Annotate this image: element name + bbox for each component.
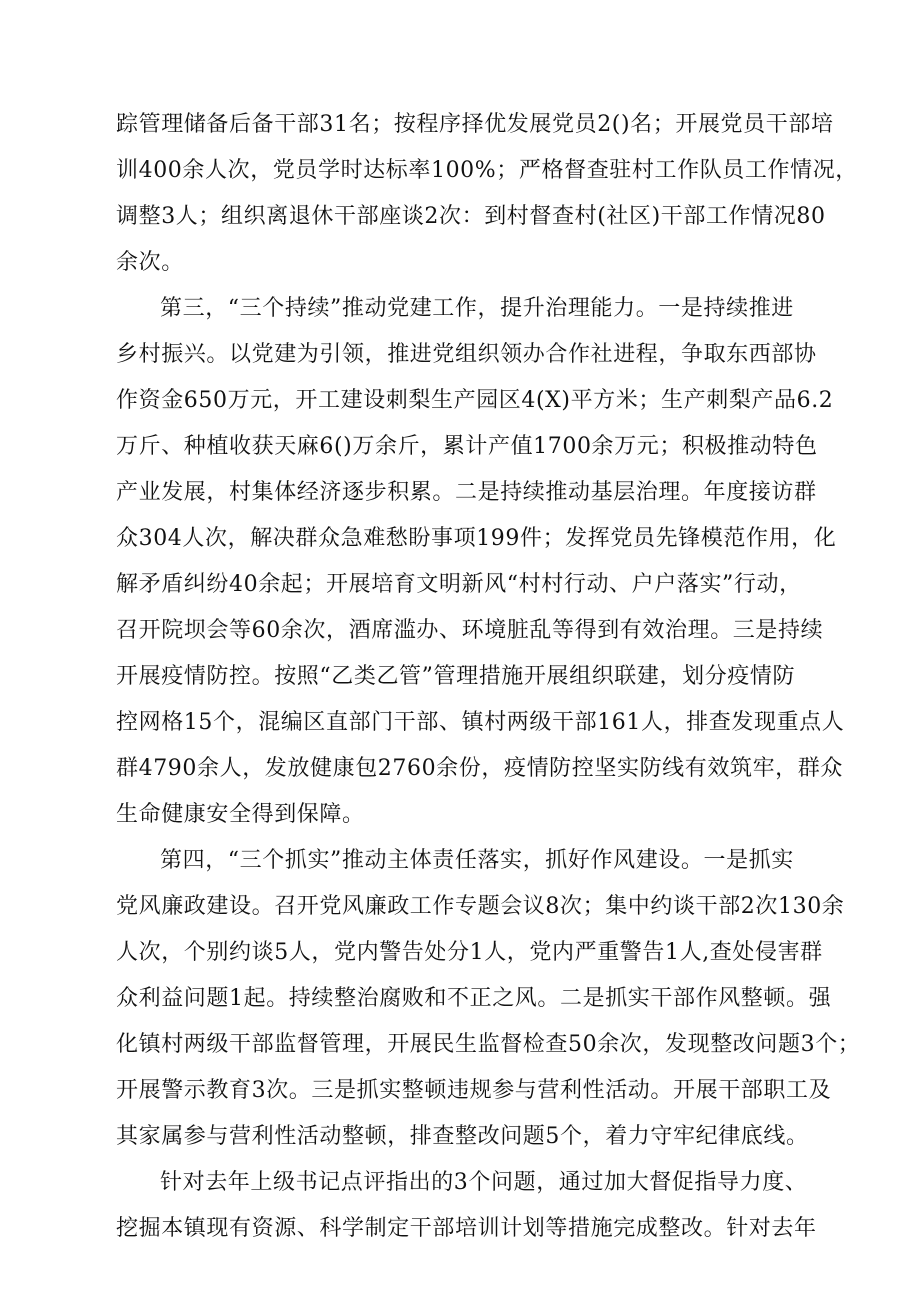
text-line: 余次。 [116,250,184,275]
text-line: 作资金650万元，开工建设刺梨生产园区4(X)平方米；生产刺梨产品6.2 [116,388,834,413]
text-line: 人次，个别约谈5人，党内警告处分1人，党内严重警告1人,查处侵害群 [116,940,823,965]
text-line: 化镇村两级干部监督管理，开展民生监督检查50余次，发现整改问题3个； [116,1032,861,1057]
text-line: 挖掘本镇现有资源、科学制定干部培训计划等措施完成整改。针对去年 [116,1216,817,1241]
text-line: 乡村振兴。以党建为引领，推进党组织领办合作社进程，争取东西部协 [116,342,817,367]
paragraph-start-line: 第三，“三个持续”推动党建工作，提升治理能力。一是持续推进 [160,296,794,321]
text-line: 其家属参与营利性活动整顿，排查整改问题5个，着力守牢纪律底线。 [116,1124,809,1149]
text-line: 万斤、种植收获天麻6()万余斤，累计产值1700余万元；积极推动特色 [116,434,818,459]
text-line: 众304人次，解决群众急难愁盼事项199件；发挥党员先锋模范作用，化 [116,526,837,551]
text-line: 生命健康安全得到保障。 [116,802,365,827]
paragraph-start-line: 第四，“三个抓实”推动主体责任落实，抓好作风建设。一是抓实 [160,848,794,873]
text-line: 开展警示教育3次。三是抓实整顿违规参与营利性活动。开展干部职工及 [116,1078,832,1103]
text-line: 踪管理储备后备干部31名；按程序择优发展党员2()名；开展党员干部培 [116,112,834,137]
text-line: 群4790余人，发放健康包2760余份，疫情防控坚实防线有效筑牢，群众 [116,756,843,781]
text-line: 开展疫情防控。按照“乙类乙管”管理措施开展组织联建，划分疫情防 [116,664,796,689]
text-line: 控网格15个，混编区直部门干部、镇村两级干部161人，排查发现重点人 [116,710,845,735]
text-line: 解矛盾纠纷40余起；开展培育文明新风“村村行动、户户落实”行动， [116,572,802,597]
text-line: 党风廉政建设。召开党风廉政工作专题会议8次；集中约谈干部2次130余 [116,894,845,919]
text-line: 产业发展，村集体经济逐步积累。二是持续推动基层治理。年度接访群 [116,480,817,505]
text-line: 召开院坝会等60余次，酒席滥办、环境脏乱等得到有效治理。三是持续 [116,618,824,643]
text-line: 调整3人；组织离退休干部座谈2次：到村督查村(社区)干部工作情况80 [116,204,826,229]
text-line: 众利益问题1起。持续整治腐败和不正之风。二是抓实干部作风整顿。强 [116,986,832,1011]
text-line: 训400余人次，党员学时达标率100%；严格督查驻村工作队员工作情况， [116,158,858,183]
paragraph-start-line: 针对去年上级书记点评指出的3个问题，通过加大督促指导力度、 [160,1170,808,1195]
